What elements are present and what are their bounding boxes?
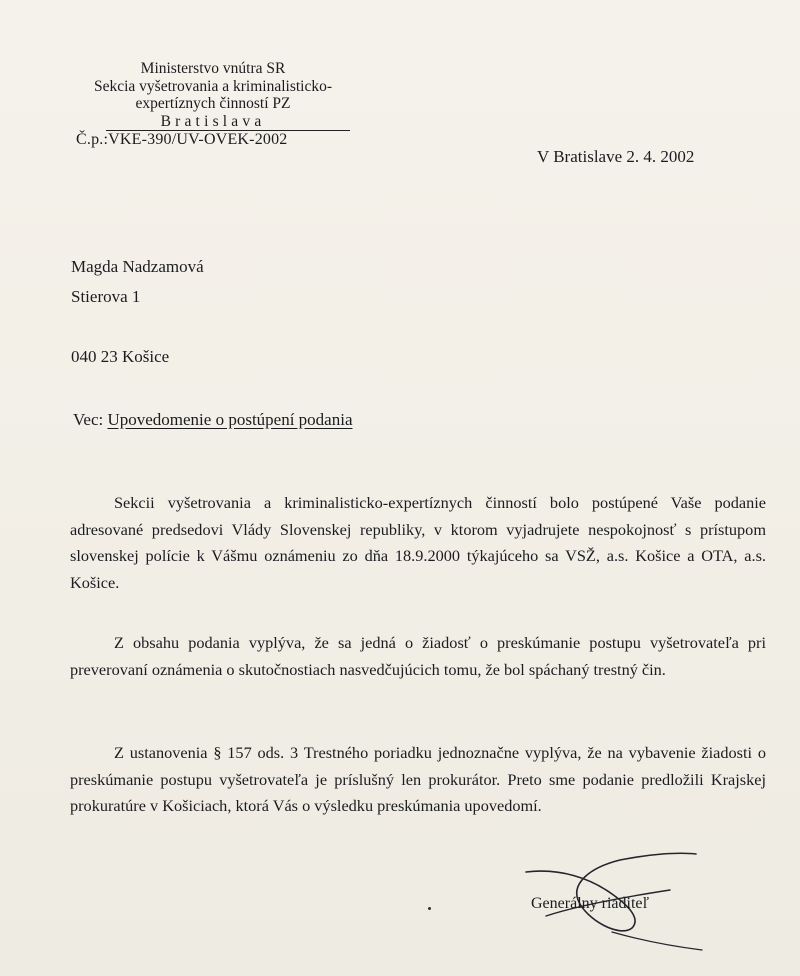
reference-number: Č.p.:VKE-390/UV-OVEK-2002 xyxy=(76,131,288,148)
recipient-name: Magda Nadzamová xyxy=(71,257,204,276)
recipient-city: 040 23 Košice xyxy=(71,347,170,366)
ink-dot xyxy=(428,907,431,910)
body-paragraph-3: Z ustanovenia § 157 ods. 3 Trestného poriadku jednoznačne vyplýva, že na vybavenie žiadosti o preskúmanie postupu vyšetrovateľa je príslušný len prokurátor. Preto sme podanie predložili Krajskej prokuratúre v Košiciach, ktorá Vás o výsledku preskúmania upovedomí. xyxy=(70,743,766,815)
letter-date: V Bratislave 2. 4. 2002 xyxy=(537,147,695,166)
letterhead xyxy=(76,60,350,149)
body-paragraph-2: Z obsahu podania vyplýva, že sa jedná o žiadosť o preskúmanie postupu vyšetrovateľa pri preverovaní oznámenia o skutočnostiach nasvedčujúcich tomu, že bol spáchaný trestný čin. xyxy=(70,633,766,679)
subject-text: Upovedomenie o postúpení podania xyxy=(107,410,353,429)
body-paragraph-1: Sekcii vyšetrovania a kriminalisticko-expertíznych činností bolo postúpené Vaše podanie adresované predsedovi Vlády Slovenskej republiky, v ktorom vyjadrujete nespokojnosť s prístupom slovenskej polície k Vášmu oznámeniu zo dňa 18.9.2000 týkajúceho sa VSŽ, a.s. Košice a OTA, a.s. Košice. xyxy=(70,493,766,592)
signatory-title: Generálny riaditeľ xyxy=(531,895,649,912)
subject-line xyxy=(73,410,353,430)
letterhead-ministry: Ministerstvo vnútra SR xyxy=(140,60,286,77)
letterhead-city: Bratislava xyxy=(160,112,266,130)
letterhead-section-cont: expertíznych činností PZ xyxy=(135,95,291,112)
letterhead-section: Sekcia vyšetrovania a kriminalisticko- xyxy=(93,77,333,95)
recipient-street: Stierova 1 xyxy=(71,287,141,306)
subject-prefix: Vec: xyxy=(73,410,104,429)
